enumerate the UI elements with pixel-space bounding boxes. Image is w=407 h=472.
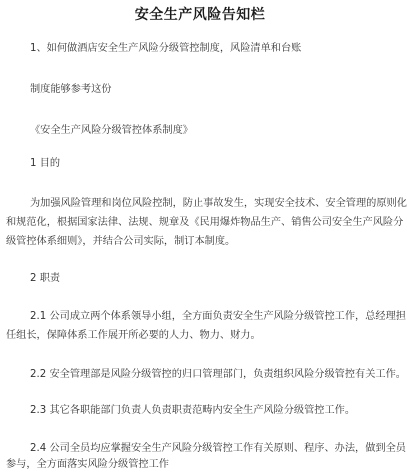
item-2-4-line: 参与，全方面落实风险分级管控工作	[6, 459, 169, 470]
section-1-body-line: 级管控体系细则》，并结合公司实际，制订本制度。	[6, 236, 236, 247]
section-1-heading: 1 目的	[30, 158, 61, 169]
item-2-2: 2.2 安全管理部是风险分级管控的归口管理部门，负责组织风险分级管控有关工作。	[30, 369, 406, 380]
section-1-body-line: 和规范化，根据国家法律、法规、规章及《民用爆炸物品生产、销售公司安全生产风险分	[6, 217, 404, 228]
regulation-name: 《安全生产风险分级管控体系制度》	[30, 125, 193, 136]
item-2-1-line: 任组长，保障体系工作展开所必要的人力、物力、财力。	[6, 330, 261, 341]
item-2-4-overflow	[0, 458, 400, 470]
section-2-heading: 2 职责	[30, 273, 61, 284]
item-2-1-line: 2.1 公司成立两个体系领导小组，全方面负责安全生产风险分级管控工作，总经理担	[30, 311, 406, 322]
document-title: 安全生产风险告知栏	[134, 7, 266, 23]
question-line: 1、如何做酒店安全生产风险分级管控制度，风险清单和台账	[30, 43, 302, 54]
section-1-body-line: 为加强风险管理和岗位风险控制，防止事故发生，实现安全技术、安全管理的原则化	[30, 198, 407, 209]
item-2-3: 2.3 其它各职能部门负责人负责职责范畴内安全生产风险分级管控工作。	[30, 405, 356, 416]
note-line: 制度能够参考这份	[30, 84, 112, 95]
item-2-4-line: 2.4 公司全员均应掌握安全生产风险分级管控工作有关原则、程序、办法，做到全员	[30, 443, 406, 454]
